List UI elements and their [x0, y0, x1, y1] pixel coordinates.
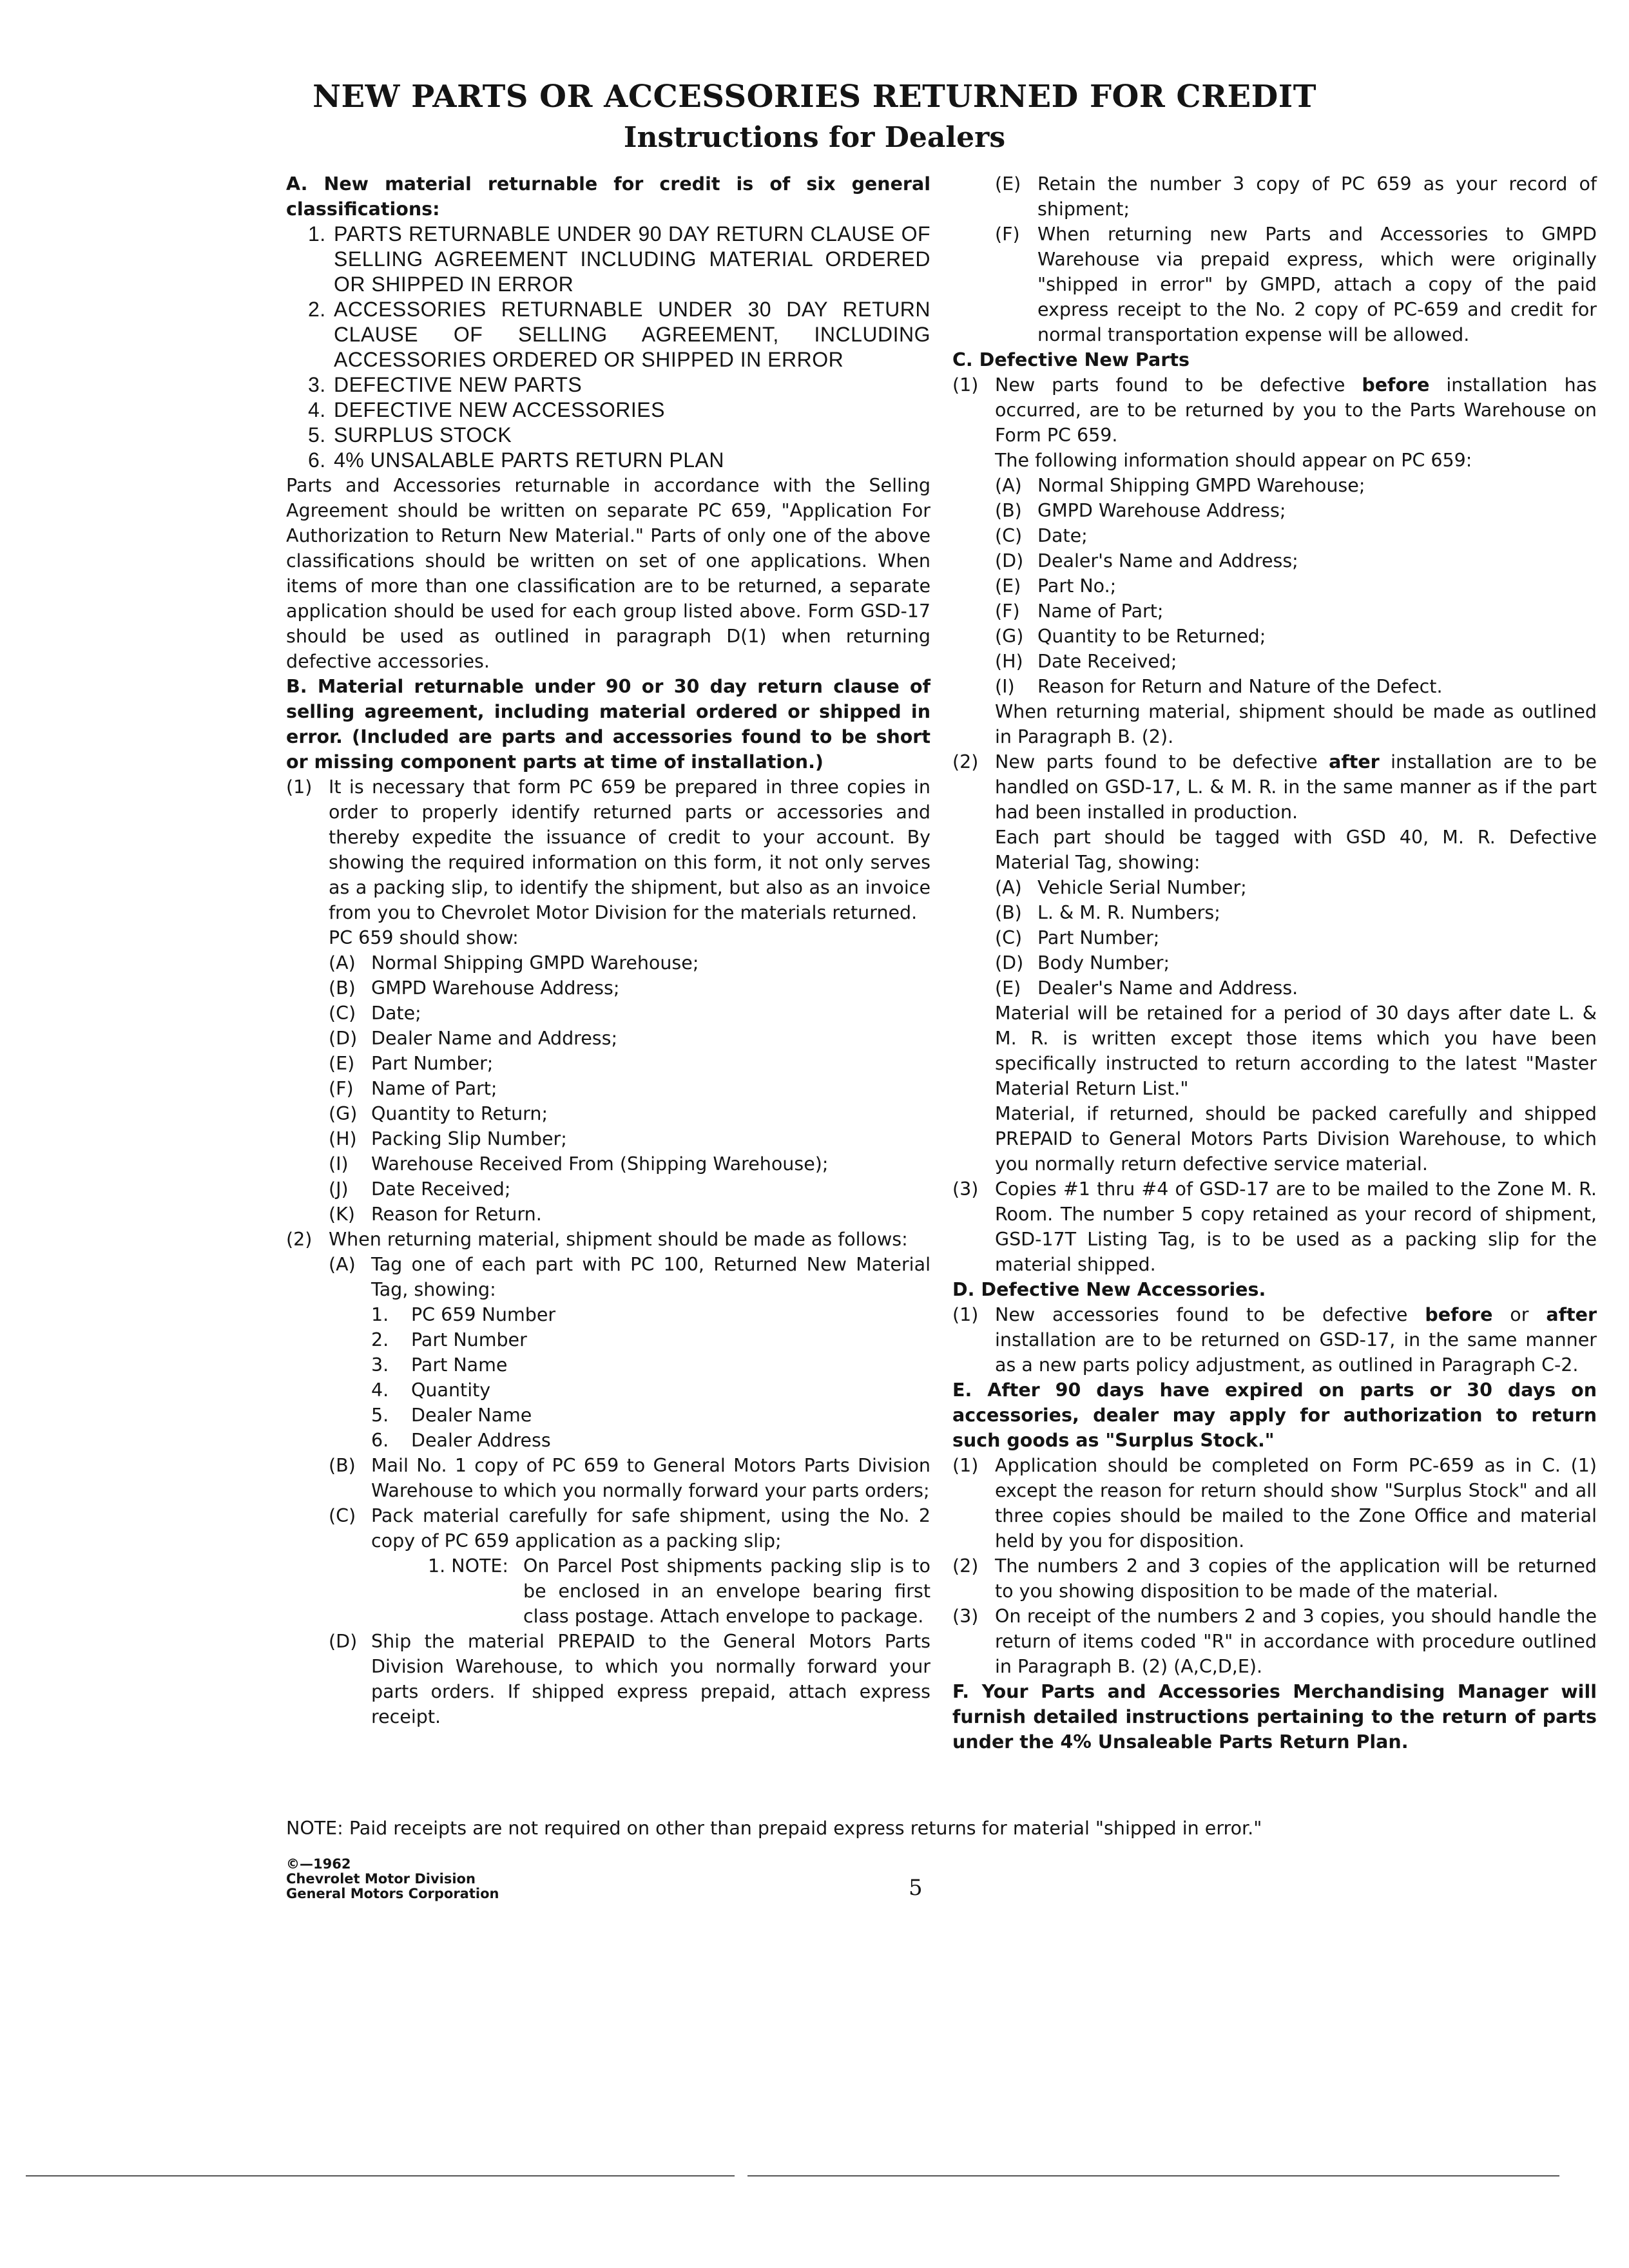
list-item: (E) Part Number;: [329, 1053, 494, 1074]
scan-artifact-line: [26, 2175, 735, 2177]
paragraph-b2c: (C) Pack material carefully for safe shipment, using the No. 2 copy of PC 659 application as a packing slip;: [329, 1505, 930, 1552]
tag-item: 2. Part Number: [371, 1329, 527, 1350]
page-number: 5: [909, 1875, 923, 1901]
list-item: (A) Normal Shipping GMPD Warehouse;: [329, 952, 699, 974]
scan-artifact-line: [747, 2175, 1559, 2177]
tag-item: 1. PC 659 Number: [371, 1304, 556, 1325]
paragraph-c1: (1) New parts found to be defective before installation has occurred, are to be returned by you to the Parts Warehouse on Form PC 659.: [952, 374, 1597, 446]
paragraph-b2e: (E) Retain the number 3 copy of PC 659 as your record of shipment;: [995, 173, 1597, 220]
tag-item: 6. Dealer Address: [371, 1430, 551, 1451]
list-item: (D) Dealer's Name and Address;: [995, 550, 1298, 572]
list-item: (E) Part No.;: [995, 575, 1117, 597]
section-a-heading: A. New material returnable for credit is of six general classifications:: [286, 173, 930, 220]
list-item: (G) Quantity to be Returned;: [995, 626, 1266, 647]
list-item: (D) Body Number;: [995, 952, 1170, 974]
copyright-block: [286, 1857, 499, 1901]
paragraph-b2: (2) When returning material, shipment should be made as follows:: [286, 1229, 908, 1250]
page-title: NEW PARTS OR ACCESSORIES RETURNED FOR CREDIT: [313, 79, 1316, 115]
tag-item: 4. Quantity: [371, 1379, 491, 1401]
list-item: (I) Warehouse Received From (Shipping Warehouse);: [329, 1153, 829, 1175]
section-d-heading: D. Defective New Accessories.: [952, 1279, 1266, 1300]
list-item: (F) Name of Part;: [329, 1078, 497, 1099]
section-b-heading: B. Material returnable under 90 or 30 day return clause of selling agreement, including material ordered or shipped in error. (Included are parts and accessories found to be short or missing component parts at time of installation.): [286, 676, 930, 773]
list-item: (C) Date;: [995, 525, 1088, 546]
c2-tag-label: Each part should be tagged with GSD 40, M. R. Defective Material Tag, showing:: [995, 827, 1597, 873]
paragraph-b2f: (F) When returning new Parts and Accessories to GMPD Warehouse via prepaid express, which were originally "shipped in error" by GMPD, attach a copy of the paid express receipt to the No. 2 copy of PC-659 and credit for normal transportation expense will be allowed.: [995, 224, 1597, 345]
list-item: (K) Reason for Return.: [329, 1204, 542, 1225]
list-item: (C) Date;: [329, 1003, 421, 1024]
c2-packed-paragraph: Material, if returned, should be packed carefully and shipped PREPAID to General Motors Parts Division Warehouse, to which you normally return defective service material.: [995, 1103, 1597, 1175]
paragraph-b2a: (A) Tag one of each part with PC 100, Returned New Material Tag, showing:: [329, 1254, 930, 1300]
list-item: (D) Dealer Name and Address;: [329, 1028, 618, 1049]
classification-item: 4. DEFECTIVE NEW ACCESSORIES: [308, 398, 665, 421]
footer-note: NOTE: Paid receipts are not required on other than prepaid express returns for material "shipped in error.": [286, 1818, 1262, 1839]
classification-item: 3. DEFECTIVE NEW PARTS: [308, 373, 583, 396]
paragraph-c2: (2) New parts found to be defective after installation are to be handled on GSD-17, L. & M. R. in the same manner as if the part had been installed in production.: [952, 751, 1597, 823]
list-item: (F) Name of Part;: [995, 601, 1164, 622]
c1-info-label: The following information should appear on PC 659:: [995, 450, 1472, 471]
paragraph-e1: (1) Application should be completed on Form PC-659 as in C. (1) except the reason for return should show "Surplus Stock" and all three copies should be mailed to the Zone Office and material held by you for disposition.: [952, 1455, 1597, 1552]
paragraph-c3: (3) Copies #1 thru #4 of GSD-17 are to be mailed to the Zone M. R. Room. The number 5 copy retained as your record of shipment, GSD-17T Listing Tag, is to be used as a packing slip for the material shipped.: [952, 1178, 1597, 1275]
list-item: (J) Date Received;: [329, 1178, 511, 1200]
classification-item: 5. SURPLUS STOCK: [308, 423, 512, 447]
list-item: (G) Quantity to Return;: [329, 1103, 548, 1124]
list-item: (A) Normal Shipping GMPD Warehouse;: [995, 475, 1365, 496]
section-a-paragraph: Parts and Accessories returnable in accordance with the Selling Agreement should be written on separate PC 659, "Application For Authorization to Return New Material." Parts of only one of the above classifications should be written on set of one applications. When items of more than one classification are to be returned, a separate application should be used for each group listed above. Form GSD-17 should be used as outlined in paragraph D(1) when returning defective accessories.: [286, 475, 930, 672]
right-column: [952, 171, 1597, 1754]
list-item: (B) GMPD Warehouse Address;: [995, 500, 1286, 521]
page-subtitle: Instructions for Dealers: [623, 121, 1006, 154]
list-item: (I) Reason for Return and Nature of the Defect.: [995, 676, 1443, 697]
list-item: (H) Packing Slip Number;: [329, 1128, 567, 1149]
paragraph-b2d: (D) Ship the material PREPAID to the General Motors Parts Division Warehouse, to which you normally forward your parts orders. If shipped express prepaid, attach express receipt.: [329, 1631, 930, 1727]
copyright-division: Chevrolet Motor Division: [286, 1871, 476, 1887]
paragraph-e2: (2) The numbers 2 and 3 copies of the application will be returned to you showing disposition to be made of the material.: [952, 1555, 1597, 1602]
tag-item: 3. Part Name: [371, 1354, 508, 1376]
paragraph-b1: (1) It is necessary that form PC 659 be prepared in three copies in order to properly identify returned parts or accessories and thereby expedite the issuance of credit to your account. By showing the required information on this form, it not only serves as a packing slip, to identify the shipment, but also as an invoice from you to Chevrolet Motor Division for the materials returned.: [286, 776, 930, 923]
c1-return-note: When returning material, shipment should be made as outlined in Paragraph B. (2).: [995, 701, 1597, 747]
list-item: (H) Date Received;: [995, 651, 1177, 672]
section-e-heading: E. After 90 days have expired on parts or 30 days on accessories, dealer may apply for authorization to return such goods as "Surplus Stock.": [952, 1379, 1597, 1451]
classification-item: 6. 4% UNSALABLE PARTS RETURN PLAN: [308, 448, 724, 472]
parcel-post-note: 1. NOTE: On Parcel Post shipments packing slip is to be enclosed in an envelope bearing first class postage. Attach envelope to package.: [428, 1555, 930, 1627]
paragraph-b2b: (B) Mail No. 1 copy of PC 659 to General Motors Parts Division Warehouse to which you normally forward your parts orders;: [329, 1455, 930, 1501]
copyright-corporation: General Motors Corporation: [286, 1886, 499, 1901]
c2-retained-paragraph: Material will be retained for a period of 30 days after date L. & M. R. is written except those items which you have been specifically instructed to return according to the latest "Master Material Return List.": [995, 1003, 1597, 1099]
tag-item: 5. Dealer Name: [371, 1405, 532, 1426]
section-c-heading: C. Defective New Parts: [952, 349, 1190, 370]
section-f-heading: F. Your Parts and Accessories Merchandising Manager will furnish detailed instructions pertaining to the return of parts under the 4% Unsaleable Parts Return Plan.: [952, 1681, 1597, 1753]
list-item: (E) Dealer's Name and Address.: [995, 977, 1298, 999]
list-item: (C) Part Number;: [995, 927, 1160, 948]
classification-item: 2. ACCESSORIES RETURNABLE UNDER 30 DAY RETURN CLAUSE OF SELLING AGREEMENT, INCLUDING ACCESSORIES ORDERED OR SHIPPED IN ERROR: [308, 298, 930, 371]
left-column: [286, 171, 930, 1729]
pc659-show-label: PC 659 should show:: [329, 927, 519, 948]
list-item: (B) GMPD Warehouse Address;: [329, 977, 620, 999]
list-item: (A) Vehicle Serial Number;: [995, 877, 1247, 898]
copyright-year: ©—1962: [286, 1856, 351, 1872]
paragraph-d1: (1) New accessories found to be defective before or after installation are to be returned on GSD-17, in the same manner as a new parts policy adjustment, as outlined in Paragraph C-2.: [952, 1304, 1597, 1376]
list-item: (B) L. & M. R. Numbers;: [995, 902, 1220, 923]
classification-item: 1. PARTS RETURNABLE UNDER 90 DAY RETURN CLAUSE OF SELLING AGREEMENT INCLUDING MATERIAL ORDERED OR SHIPPED IN ERROR: [308, 222, 930, 296]
paragraph-e3: (3) On receipt of the numbers 2 and 3 copies, you should handle the return of items coded "R" in accordance with procedure outlined in Paragraph B. (2) (A,C,D,E).: [952, 1606, 1597, 1677]
